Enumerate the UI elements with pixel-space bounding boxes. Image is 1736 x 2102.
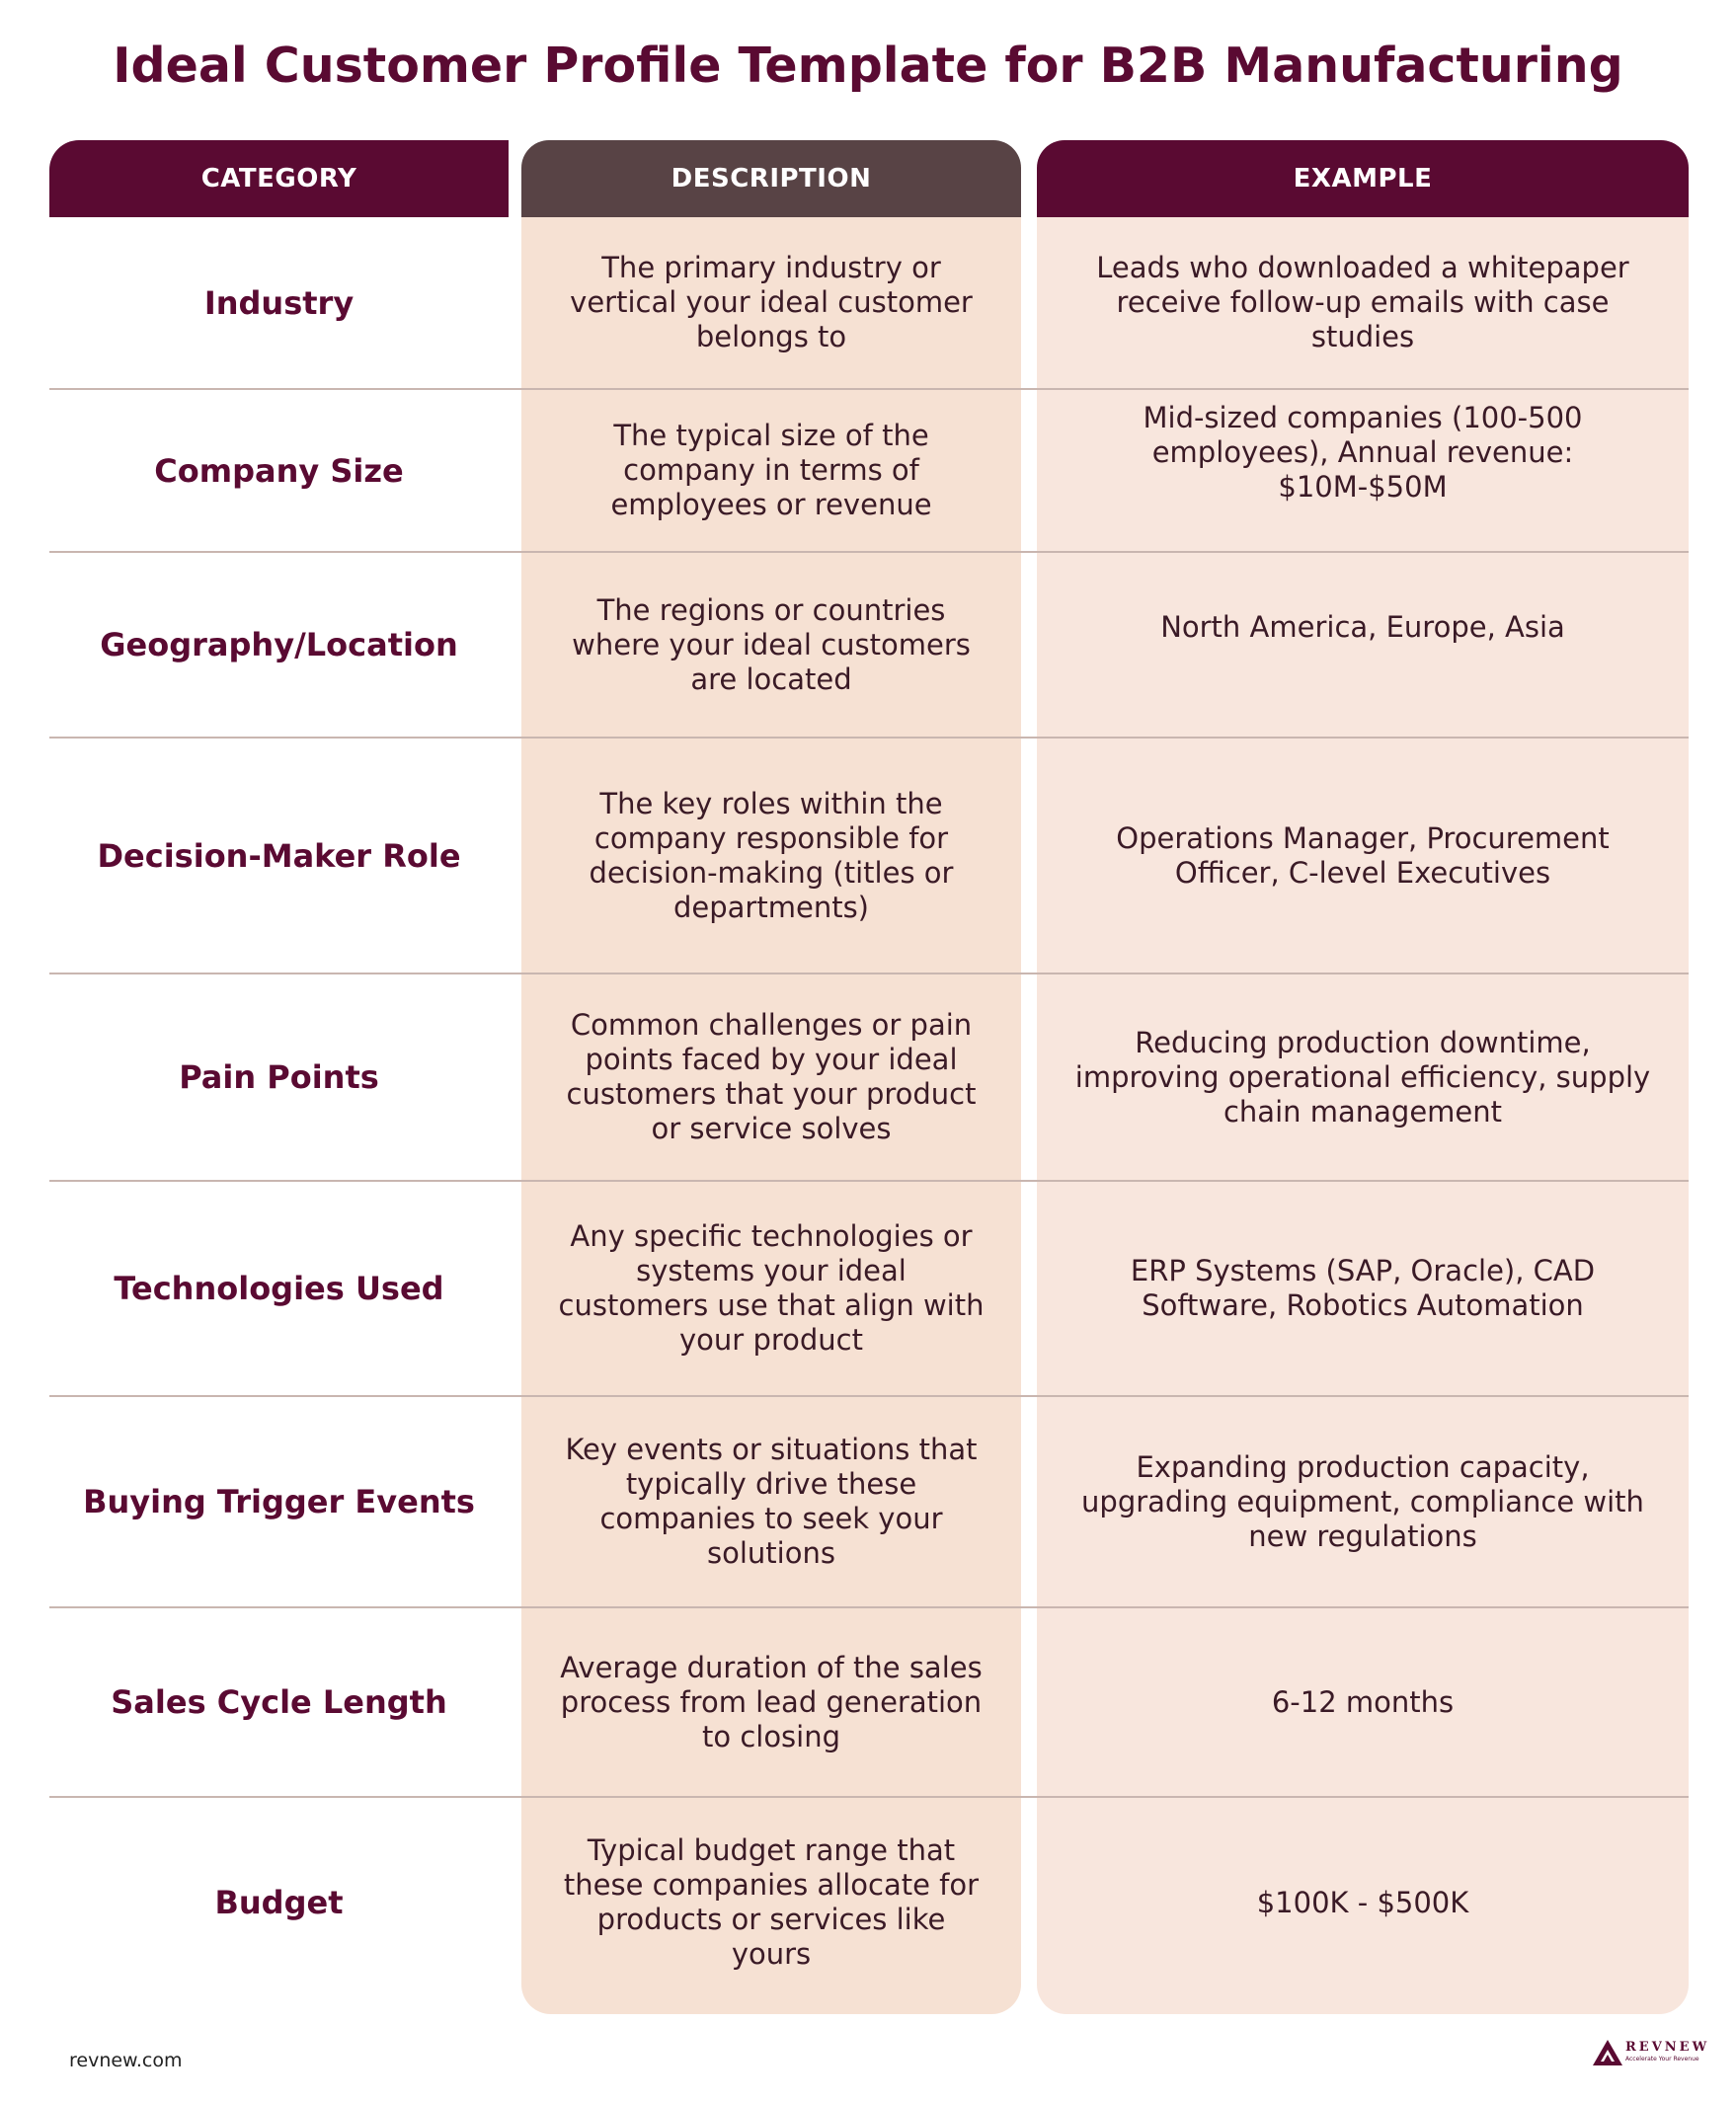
table-row: [49, 974, 1689, 1182]
row-example: Expanding production capacity, upgrading equipment, compliance with new regulations: [1081, 1449, 1644, 1553]
logo-wordmark: REVNEW: [1625, 2040, 1710, 2055]
table-row: [49, 1798, 1689, 2007]
description-header: DESCRIPTION: [521, 140, 1021, 217]
row-category: Company Size: [154, 451, 404, 490]
logo-mark-icon: [1592, 2038, 1623, 2067]
row-category: Industry: [203, 283, 355, 322]
table-row: [49, 1397, 1689, 1608]
row-category: Decision-Maker Role: [97, 836, 461, 875]
row-example: Operations Manager, Procurement Officer, C-level Executives: [1116, 820, 1610, 890]
table-row: [49, 1182, 1689, 1397]
row-category: Buying Trigger Events: [83, 1483, 475, 1520]
row-description: Key events or situations that typically drive these companies to seek your solutions: [565, 1433, 978, 1570]
row-description: The regions or countries where your ideal customers are located: [572, 592, 971, 696]
row-category: Sales Cycle Length: [111, 1683, 447, 1721]
example-header: EXAMPLE: [1037, 140, 1689, 217]
row-example: $100K - $500K: [1256, 1885, 1469, 1919]
row-example: North America, Europe, Asia: [1160, 609, 1565, 644]
row-category: Budget: [214, 1884, 344, 1921]
footer-site-url: revnew.com: [69, 2050, 183, 2071]
row-example: Leads who downloaded a whitepaper receive follow-up emails with case studies: [1096, 251, 1629, 353]
table-row: [49, 553, 1689, 739]
table-row: [49, 390, 1689, 553]
row-description: The typical size of the company in terms of employees or revenue: [610, 419, 932, 521]
row-example: 6-12 months: [1271, 1684, 1455, 1719]
row-category: Technologies Used: [114, 1270, 444, 1307]
row-description: The primary industry or vertical your ideal customer belongs to: [570, 251, 973, 353]
row-description: Average duration of the sales process from lead generation to closing: [560, 1650, 983, 1753]
row-example: Reducing production downtime, improving operational efficiency, supply chain management: [1074, 1025, 1651, 1129]
row-example: ERP Systems (SAP, Oracle), CAD Software, Robotics Automation: [1130, 1254, 1596, 1322]
category-header: CATEGORY: [49, 140, 509, 217]
row-description: Common challenges or pain points faced by your ideal customers that your product or service solves: [566, 1008, 977, 1145]
page-title: Ideal Customer Profile Template for B2B Manufacturing: [113, 38, 1623, 94]
row-category: Pain Points: [179, 1058, 379, 1096]
row-description: Typical budget range that these companies allocate for products or services like yours: [563, 1833, 980, 1971]
table-row: [49, 217, 1689, 390]
revnew-logo: [1592, 2036, 1710, 2071]
row-description: The key roles within the company responsible for decision-making (titles or departments): [589, 786, 954, 924]
logo-tagline: Accelerate Your Revenue: [1625, 2056, 1699, 2063]
row-category: Geography/Location: [100, 626, 458, 663]
table-row: [49, 1608, 1689, 1798]
row-description: Any specific technologies or systems your ideal customers use that align with your product: [558, 1219, 985, 1357]
table-row: [49, 739, 1689, 974]
row-example: Mid-sized companies (100-500 employees), Annual revenue: $10M-$50M: [1143, 401, 1583, 504]
